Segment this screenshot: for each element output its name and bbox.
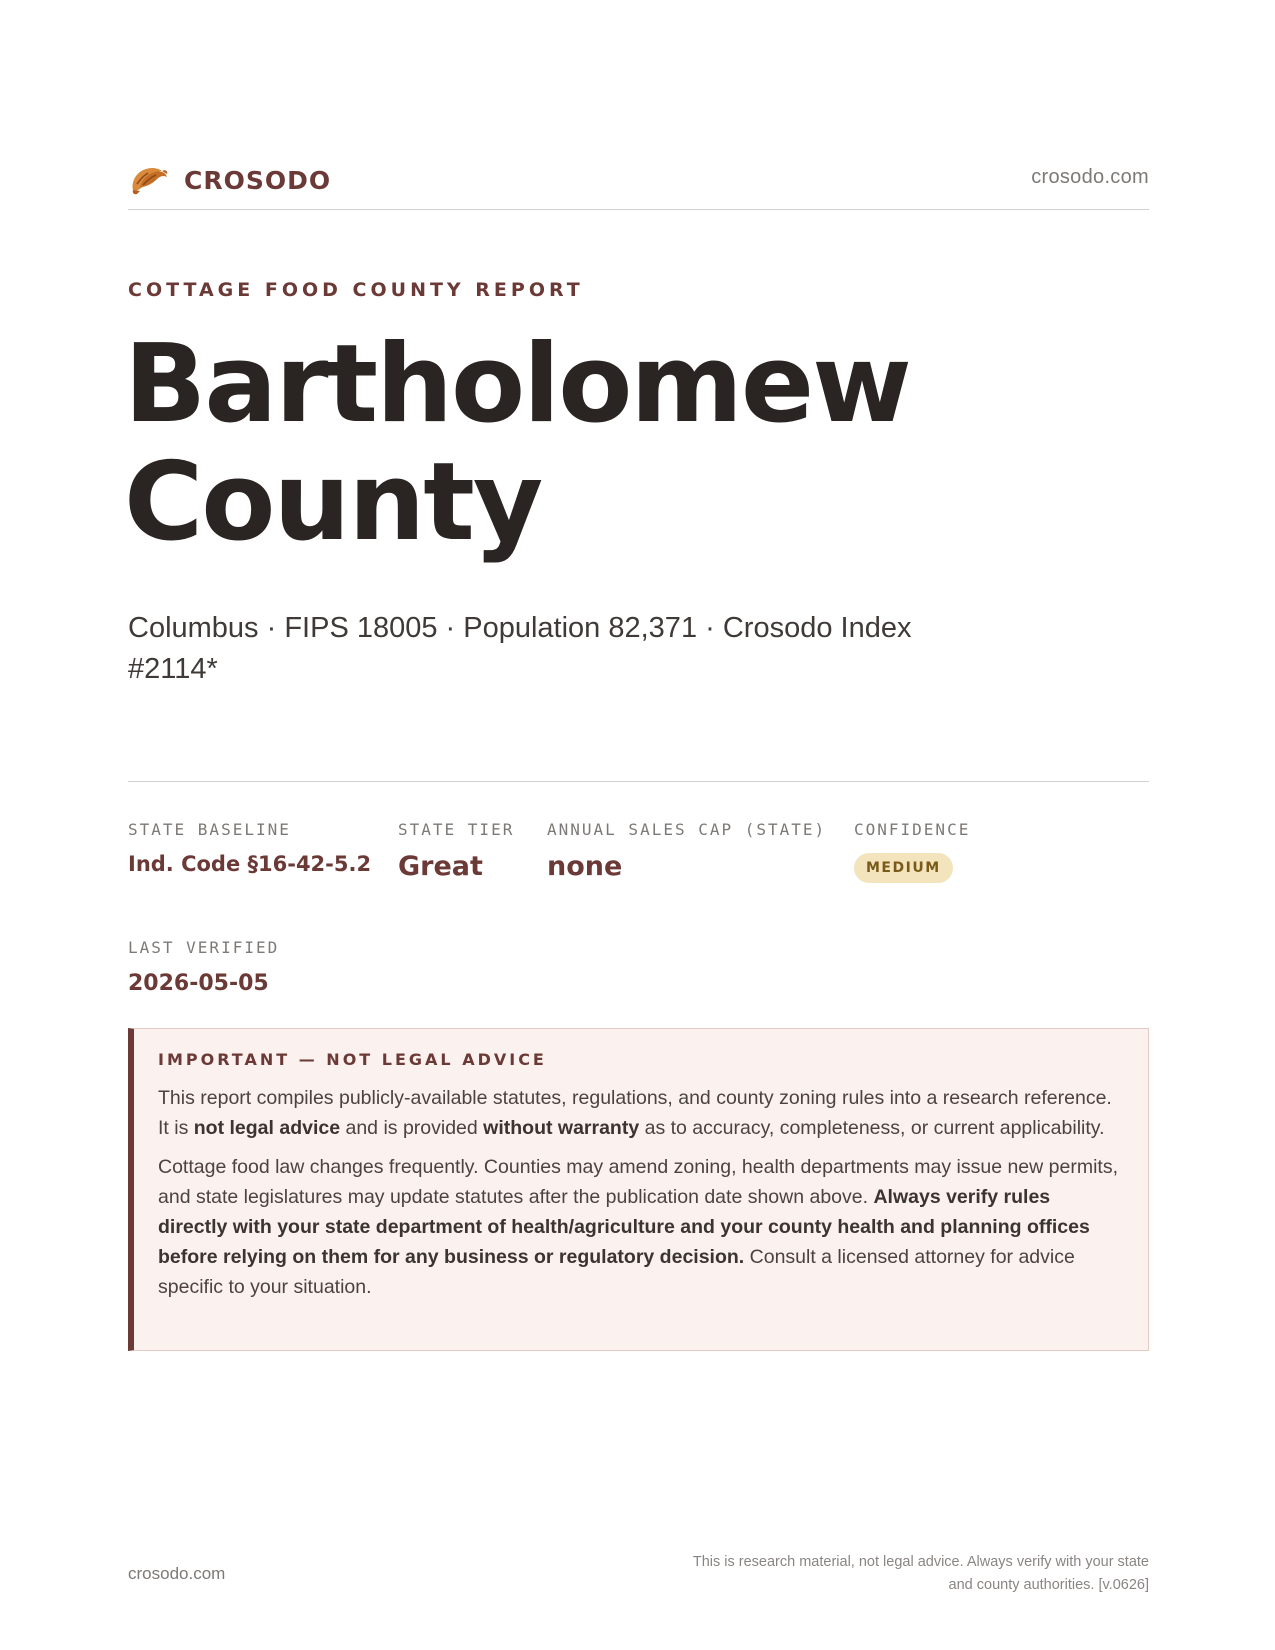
title-line-1: Bartholomew: [124, 322, 910, 447]
footer-disclaimer-line-2: and county authorities. [v.0626]: [948, 1577, 1149, 1593]
notice-emphasis: without warranty: [483, 1117, 640, 1139]
notice-text: as to accuracy, completeness, or current applicability.: [639, 1117, 1105, 1139]
section-divider: [128, 781, 1149, 782]
croissant-icon: [128, 160, 170, 200]
stat-confidence: [854, 820, 970, 883]
stat-value: Great: [398, 851, 483, 882]
notice-paragraph-1: [158, 1083, 1124, 1143]
stat-label: LAST VERIFIED: [128, 938, 280, 957]
stat-value: Ind. Code §16-42-5.2: [128, 852, 372, 876]
notice-text: and is provided: [340, 1117, 484, 1139]
report-eyebrow: COTTAGE FOOD COUNTY REPORT: [128, 279, 584, 301]
footer-disclaimer: [629, 1551, 1149, 1597]
stat-value: none: [547, 851, 623, 882]
stat-label: STATE TIER: [398, 820, 515, 839]
stat-value: 2026-05-05: [128, 971, 269, 996]
footer-disclaimer-line-1: This is research material, not legal advice. Always verify with your state: [692, 1554, 1149, 1570]
brand-name: CROSODO: [184, 165, 332, 195]
notice-emphasis: not legal advice: [193, 1117, 341, 1139]
stat-state-tier: [398, 820, 514, 882]
notice-text: This report compiles publicly-available statutes, regulations, and county zoning rules into a research reference. It is: [158, 1087, 1112, 1139]
brand: [128, 160, 331, 200]
footer-site-url[interactable]: crosodo.com: [128, 1564, 226, 1583]
title-line-2: County: [124, 440, 542, 565]
report-page: [124, 0, 1149, 1650]
stat-annual-sales-cap: [547, 820, 826, 882]
stat-label: CONFIDENCE: [854, 820, 971, 839]
notice-paragraph-2: [158, 1152, 1124, 1302]
notice-heading: IMPORTANT — NOT LEGAL ADVICE: [158, 1050, 547, 1069]
page-header: [128, 158, 1149, 210]
stat-label: STATE BASELINE: [128, 820, 291, 839]
site-url[interactable]: crosodo.com: [1031, 166, 1149, 188]
report-subtitle: Columbus · FIPS 18005 · Population 82,371 · Crosodo Index #2114*: [128, 612, 912, 685]
stat-state-baseline: [128, 820, 371, 876]
stat-last-verified: [128, 938, 279, 996]
confidence-badge: MEDIUM: [854, 853, 953, 883]
page-title: [124, 322, 1024, 565]
legal-notice: [128, 1028, 1149, 1351]
notice-emphasis: Always verify rules directly with your state department of health/agriculture and your county health and planning offices before relying on them for any business or regulatory decision.: [158, 1186, 1090, 1268]
notice-text: Cottage food law changes frequently. Counties may amend zoning, health departments may issue new permits, and state legislatures may update statutes after the publication date shown above.: [158, 1156, 1118, 1208]
stat-label: ANNUAL SALES CAP (STATE): [547, 820, 827, 839]
notice-text: Consult a licensed attorney for advice specific to your situation.: [158, 1246, 1075, 1298]
